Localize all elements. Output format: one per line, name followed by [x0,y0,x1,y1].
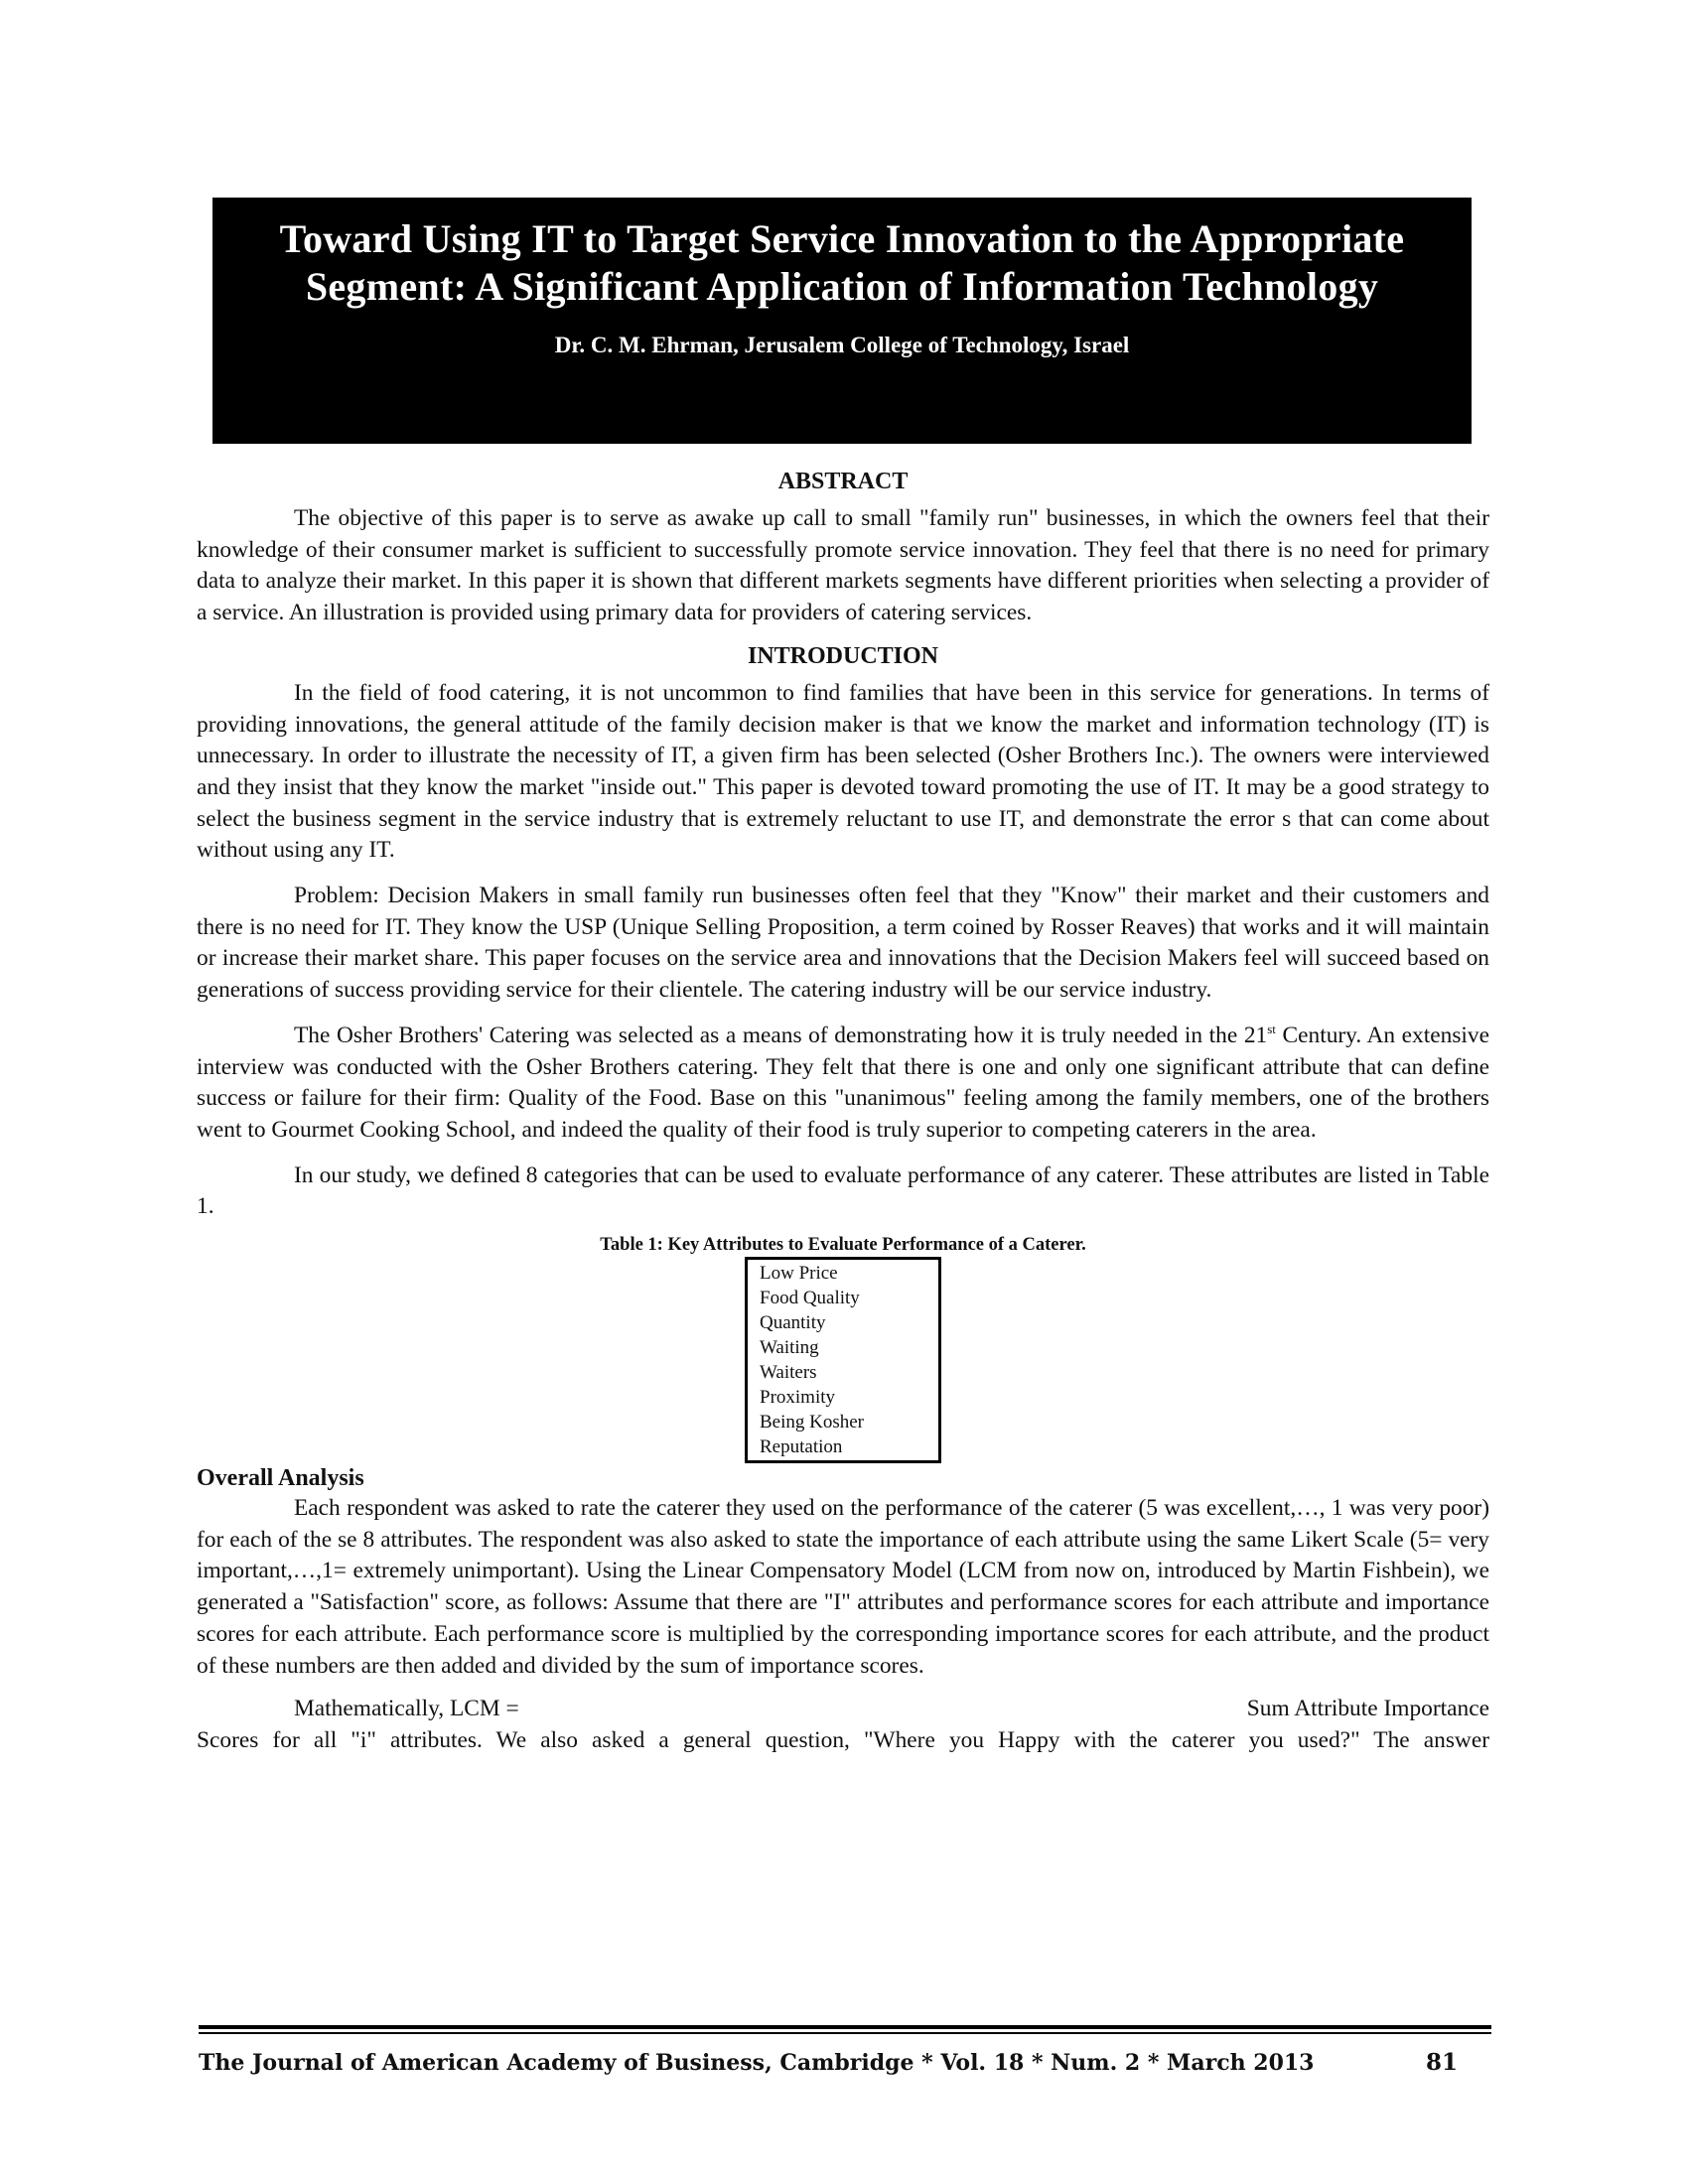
abstract-heading: ABSTRACT [777,469,909,494]
abstract-text: The objective of this paper is to serve as awake up call to small "family run" businesses, in which the owners feel that their knowledge of their consumer market is sufficient to successfully promote service innovation. They feel that there is no need for primary data to analyze their market. In this paper it is shown that different markets segments have different priorities when selecting a provider of a service. An illustration is provided using primary data for providers of catering services. [197,505,1489,626]
introduction-heading: INTRODUCTION [747,642,939,669]
equation-label: Mathematically, LCM = [294,1696,519,1722]
intro-p3-end: Century. An extensive interview was conducted with the Osher Brothers catering. They felt that there is one and only one significant attribute that can define success or failure for their firm: Quality of the Food. Base on this "unanimous" feeling among the family members, one of the brothers went to Gourmet Cooking School, and indeed the quality of their food is truly superior to competing caterers in the area. [197,1022,1490,1143]
intro-paragraph-2: Problem: Decision Makers in small family run businesses often feel that they "Know" their market and their customers and there is no need for IT. They know the USP (Unique Selling Proposition, a term coined by Rosser Reaves) that works and it will maintain or increase their market share. This paper focuses on the service area and innovations that the Decision Makers feel will succeed based on generations of success providing service for their clientele. The catering industry will be our service industry. [197,883,1489,1004]
page-number: 81 [1426,2049,1459,2076]
table-row: Proximity [760,1387,836,1409]
footer-rule-thin [199,2032,1491,2034]
footer-rule-thick [199,2025,1491,2029]
title-banner [212,198,1472,444]
table-row: Being Kosher [760,1412,865,1433]
table-caption: Table 1: Key Attributes to Evaluate Performance of a Caterer. [600,1235,1086,1256]
author-line: Dr. C. M. Ehrman, Jerusalem College of Technology, Israel [554,333,1130,357]
equation-line [197,1694,1489,1725]
overall-paragraph: Each respondent was asked to rate the caterer they used on the performance of the caterer (5 was excellent,…, 1 was very poor) for each of the se 8 attributes. The respondent was also asked to state the importance of each attribute using the same Likert Scale (5= very important,…,1= extremely unimportant). Using the Linear Compensatory Model (LCM from now on, introduced by Martin Fishbein), we generated a "Satisfaction" score, as follows: Assume that there are "I" attributes and performance scores for each attribute and importance scores for each attribute. Each performance score is multiplied by the corresponding importance scores for each attribute, and the product of these numbers are then added and divided by the sum of importance scores. [197,1495,1489,1679]
table-row: Waiters [760,1362,817,1384]
intro-paragraph-4: In our study, we defined 8 categories that can be used to evaluate performance of any caterer. These attributes are listed in Table 1. [197,1161,1489,1220]
journal-citation: The Journal of American Academy of Business, Cambridge * Vol. 18 * Num. 2 * March 2013 [199,2050,1315,2076]
table-row: Low Price [760,1263,838,1285]
intro-paragraph-1: In the field of food catering, it is not uncommon to find families that have been in this service for generations. In terms of providing innovations, the general attitude of the family decision maker is that we know the market and information technology (IT) is unnecessary. In order to illustrate the necessity of IT, a given firm has been selected (Osher Brothers Inc.). The owners were interviewed and they insist that they know the market "inside out." This paper is devoted toward promoting the use of IT. It may be a good strategy to select the business segment in the service industry that is extremely reluctant to use IT, and demonstrate the error s that can come about without using any IT. [197,679,1489,864]
table-row: Food Quality [760,1288,860,1309]
overall-analysis-heading: Overall Analysis [197,1465,364,1492]
superscript-st: st [1267,1022,1276,1037]
intro-paragraph-3 [197,1021,1489,1147]
overall-continuation: Scores for all "i" attributes. We also asked a general question, "Where you Happy with the caterer you used?" The answer [197,1726,1489,1753]
table-row: Quantity [760,1312,826,1334]
table-row: Reputation [760,1436,843,1458]
table-row: Waiting [760,1337,819,1359]
equation-tail: Sum Attribute Importance [1246,1696,1489,1722]
article-body [197,465,1489,1757]
attributes-table [745,1257,941,1463]
intro-p3-start: The Osher Brothers' Catering was selected as a means of demonstrating how it is truly needed in the 21 [294,1022,1268,1048]
paper-title: Toward Using IT to Target Service Innovation to the Appropriate Segment: A Significant Application of Information Technology [279,216,1405,309]
page-footer [199,2049,1491,2077]
